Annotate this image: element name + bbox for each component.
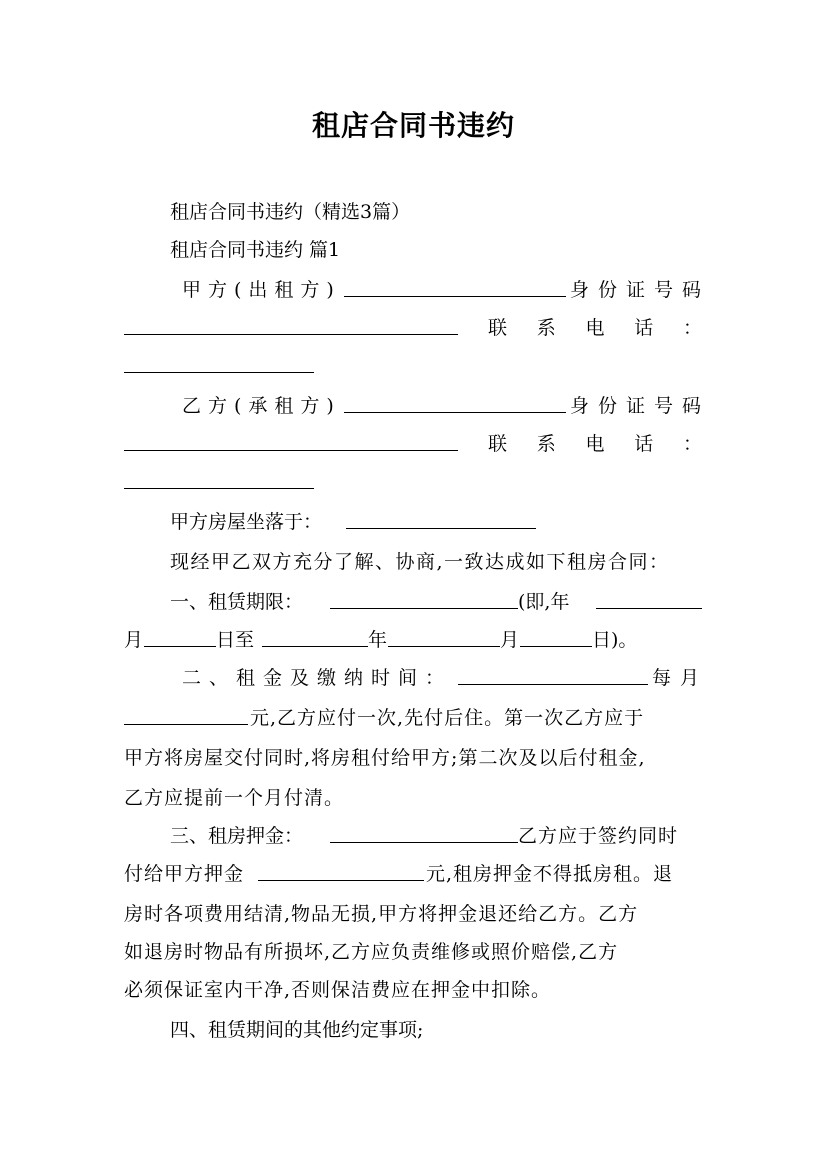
term-start-month-blank	[144, 626, 216, 647]
location-label: 甲方房屋坐落于：	[170, 511, 323, 533]
deposit-line-5: 必须保证室内干净,否则保洁费应在押金中扣除。	[124, 979, 552, 1001]
rent-blank	[458, 664, 648, 685]
deposit-amount-blank	[258, 860, 424, 881]
other-terms-label: 四、租赁期间的其他约定事项;	[170, 1019, 424, 1041]
term-end-month-blank	[388, 626, 500, 647]
party-b-name-blank	[344, 392, 566, 413]
phone-char: 联	[488, 433, 508, 455]
party-a-phone-blank	[124, 352, 314, 373]
rent-monthly-text: 每月	[652, 667, 709, 689]
phone-char: ：	[682, 317, 702, 339]
phone-char: 话	[634, 433, 654, 455]
document-title: 租店合同书违约	[311, 109, 515, 142]
term-month2-text: 月	[500, 629, 520, 651]
section-heading: 租店合同书违约 篇1	[170, 239, 341, 261]
party-b-phone-label	[488, 430, 702, 458]
deposit-label: 三、租房押金：	[170, 825, 304, 847]
party-b-id-blank	[124, 430, 458, 451]
rent-line-3: 甲方将房屋交付同时,将房租付给甲方;第二次及以后付租金,	[124, 747, 646, 769]
rent-amount-blank	[124, 704, 248, 725]
term-end-year-blank	[262, 626, 368, 647]
intro-text: 现经甲乙双方充分了解、协商,一致达成如下租房合同：	[170, 551, 670, 573]
deposit-line-2-end: 元,租房押金不得抵房租。退	[426, 863, 674, 885]
rent-line-4: 乙方应提前一个月付清。	[124, 787, 345, 809]
term-end-text: 日)。	[592, 629, 638, 651]
location-blank	[346, 508, 536, 529]
party-a-phone-label	[488, 314, 702, 342]
party-a-name-blank	[344, 276, 566, 297]
deposit-line-2-start: 付给甲方押金	[124, 863, 245, 885]
deposit-line-1-end: 乙方应于签约同时	[518, 825, 679, 847]
term-month-text: 月	[124, 629, 144, 651]
deposit-line-3: 房时各项费用结清,物品无损,甲方将押金退还给乙方。乙方	[124, 903, 639, 925]
party-b-label: 乙方(承租方)	[182, 395, 341, 417]
deposit-blank	[330, 822, 518, 843]
term-blank	[330, 588, 518, 609]
term-from: (即,年	[518, 591, 570, 613]
term-end-day-blank	[520, 626, 592, 647]
term-year-text: 年	[368, 629, 388, 651]
phone-char: 电	[585, 433, 605, 455]
party-b-phone-blank	[124, 468, 314, 489]
phone-char: 系	[536, 433, 556, 455]
phone-char: ：	[682, 433, 702, 455]
deposit-line-4: 如退房时物品有所损坏,乙方应负责维修或照价赔偿,乙方	[124, 941, 619, 963]
term-day-to-text: 日至	[216, 629, 255, 651]
rent-label: 二、租金及缴纳时间：	[182, 667, 453, 689]
phone-char: 系	[536, 317, 556, 339]
phone-char: 联	[488, 317, 508, 339]
party-a-id-blank	[124, 314, 458, 335]
phone-char: 电	[585, 317, 605, 339]
subtitle: 租店合同书违约（精选3篇）	[170, 201, 411, 223]
party-a-id-label: 身份证号码	[570, 279, 711, 301]
term-label: 一、租赁期限：	[170, 591, 304, 613]
term-start-year-blank	[596, 588, 702, 609]
party-b-id-label: 身份证号码	[570, 395, 711, 417]
phone-char: 话	[634, 317, 654, 339]
rent-line-2: 元,乙方应付一次,先付后住。第一次乙方应于	[250, 707, 645, 729]
party-a-label: 甲方(出租方)	[182, 279, 341, 301]
